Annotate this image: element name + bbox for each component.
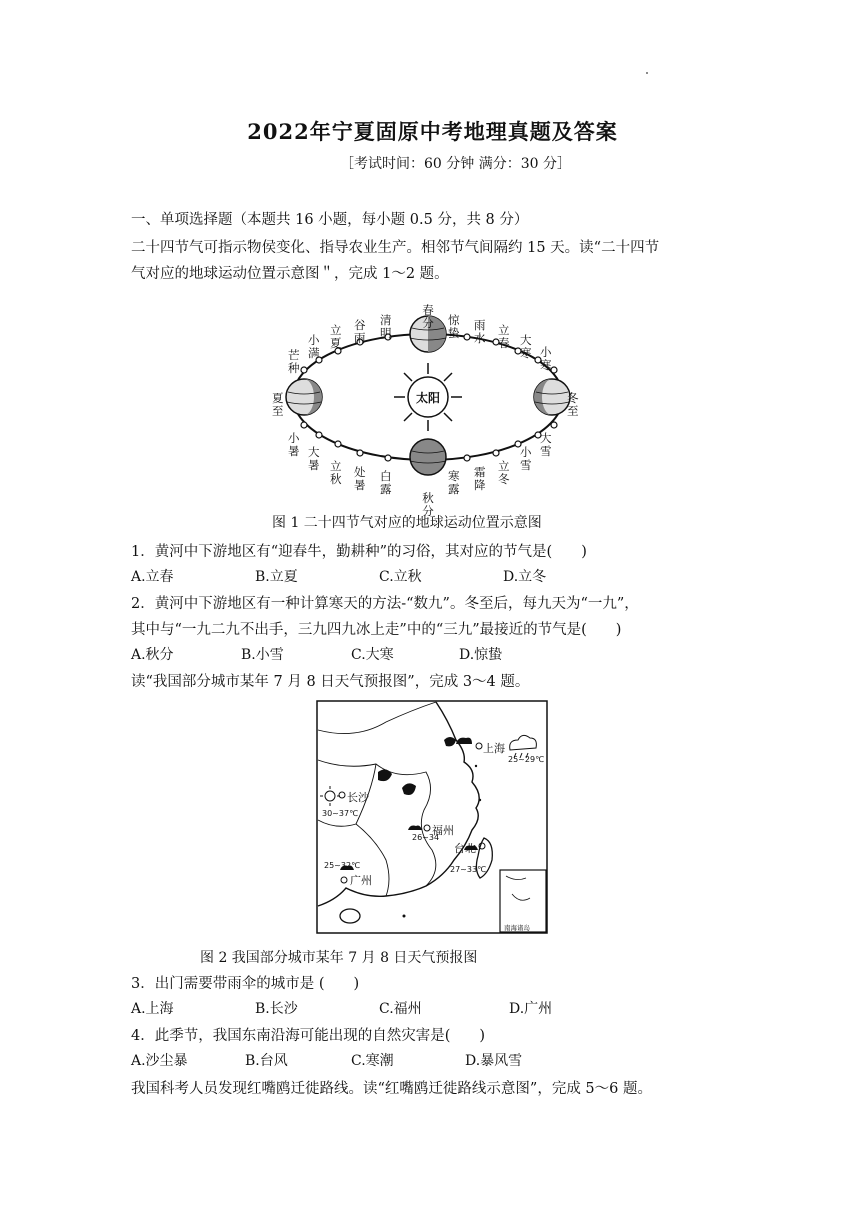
stray-dot [646,72,648,74]
term-daxue: 大雪 [540,431,552,458]
term-mangzhong: 芒种 [288,348,300,375]
q4-option-b: B.台风 [245,1053,288,1069]
question-1: 1．黄河中下游地区有“迎春牛，勤耕种”的习俗，其对应的节气是( ) [131,544,587,560]
q2-option-d: D.惊蛰 [459,647,503,663]
figure1-orbit-diagram [262,303,594,518]
term-lidong: 立冬 [498,459,510,486]
temp-taibei: 27~33℃ [450,865,487,874]
question-2-line-1: 2．黄河中下游地区有一种计算寒天的方法-“数九”。冬至后，每九天为“一九”， [131,596,639,612]
section-heading: 一、单项选择题（本题共 16 小题，每小题 0.5 分，共 8 分） [131,212,529,228]
city-shanghai: 上海 [483,742,505,755]
term-hanlu: 寒露 [448,469,460,496]
earth-autumn-icon [410,439,446,475]
q3-option-b: B.长沙 [255,1001,298,1017]
term-xiazhi: 夏至 [272,391,284,418]
q4-option-c: C.寒潮 [351,1053,394,1069]
term-guyu: 谷雨 [354,318,366,345]
city-taibei: 台北 [454,842,476,855]
q3-option-d: D.广州 [509,1001,553,1017]
temp-changsha: 30~37℃ [322,809,359,818]
exam-info: ［考试时间：60 分钟 满分：30 分］ [340,156,571,172]
term-dongzhi: 冬至 [567,391,579,418]
term-dashu: 大暑 [308,445,320,472]
term-qiufen: 秋分 [422,491,434,518]
question-1-options [131,566,546,586]
term-shuangjiang: 霜降 [474,465,486,492]
intro-line-2: 气对应的地球运动位置示意图＂，完成 1～2 题。 [131,266,449,282]
intro-line-1: 二十四节气可指示物侯变化、指导农业生产。相邻节气间隔约 15 天。读“二十四节 [131,240,660,256]
temp-fuzhou: 26~34 [412,833,440,842]
q3-option-c: C.福州 [379,1001,422,1017]
term-lichun: 立春 [498,323,510,350]
term-xiaoxue: 小雪 [520,445,532,472]
question-4-options [131,1050,522,1070]
term-xiaoshu: 小暑 [288,431,300,458]
inset-label: 南海诸岛 [504,924,530,932]
term-xiaohan: 小寒 [540,345,552,372]
term-bailu: 白露 [380,469,392,496]
q1-option-b: B.立夏 [255,569,298,585]
figure1-caption: 图 1 二十四节气对应的地球运动位置示意图 [272,515,542,531]
q1-option-a: A.立春 [131,569,174,585]
question-3-options [131,998,552,1018]
term-jingzhe: 惊蛰 [448,313,460,340]
question-4: 4．此季节，我国东南沿海可能出现的自然灾害是( ) [131,1028,486,1044]
earth-summer-icon [286,379,322,415]
city-changsha: 长沙 [347,791,369,804]
term-xiaoman: 小满 [308,333,320,360]
temp-guangzhou: 25~32℃ [324,861,361,870]
q4-option-a: A.沙尘暴 [131,1053,188,1069]
city-guangzhou: 广州 [350,874,372,887]
intro-line-4: 我国科考人员发现红嘴鸥迁徙路线。读“红嘴鸥迁徙路线示意图”，完成 5～6 题。 [131,1081,652,1097]
term-yushui: 雨水 [474,318,486,345]
q1-option-c: C.立秋 [379,569,422,585]
figure2-caption: 图 2 我国部分城市某年 7 月 8 日天气预报图 [200,950,478,966]
q1-option-d: D.立冬 [503,569,547,585]
intro-line-3: 读“我国部分城市某年 7 月 8 日天气预报图”，完成 3～4 题。 [131,674,530,690]
figure2-weather-map [316,700,548,934]
q2-option-c: C.大寒 [351,647,394,663]
earth-winter-icon [534,379,570,415]
term-chushu: 处暑 [354,465,366,492]
q2-option-b: B.小雪 [241,647,284,663]
term-qingming: 清明 [380,313,392,340]
term-chunfen: 春分 [422,303,434,330]
question-2-options [131,644,502,664]
q4-option-d: D.暴风雪 [465,1053,523,1069]
city-fuzhou: 福州 [432,824,454,837]
question-2-line-2: 其中与“一九二九不出手，三九四九冰上走”中的“三九”最接近的节气是( ) [131,622,622,638]
q3-option-a: A.上海 [131,1001,174,1017]
q2-option-a: A.秋分 [131,647,174,663]
temp-shanghai: 25~29℃ [508,755,545,764]
term-lixia: 立夏 [330,323,342,350]
term-dahan: 大寒 [520,333,532,360]
page-title: 2022年宁夏固原中考地理真题及答案 [247,119,618,144]
question-3: 3．出门需要带雨伞的城市是 ( ) [131,976,360,992]
term-liqiu: 立秋 [330,459,342,486]
sun-label: 太阳 [415,391,441,405]
